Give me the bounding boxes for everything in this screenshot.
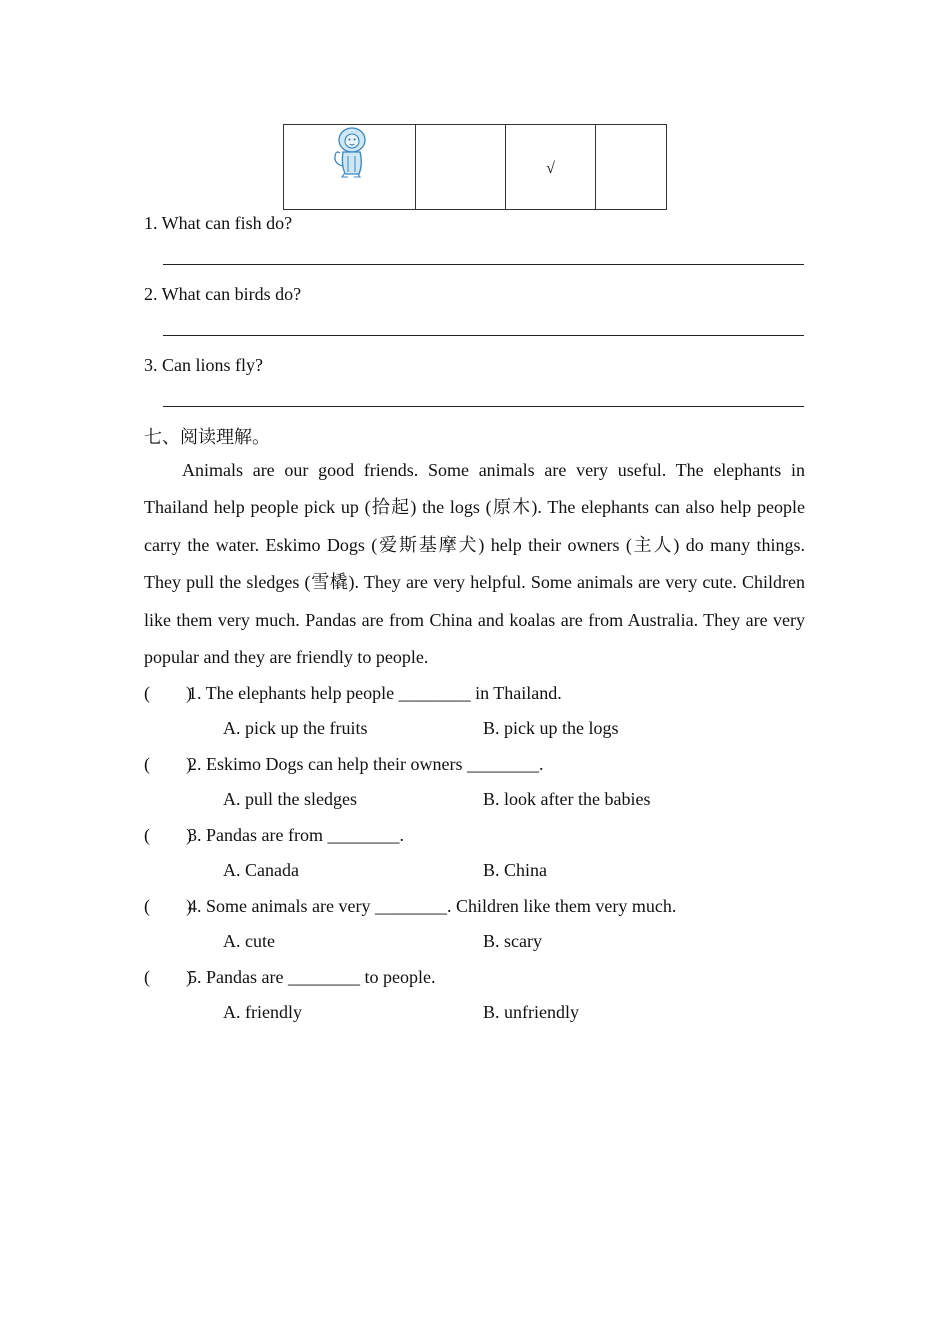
answer-line-2[interactable] bbox=[163, 335, 804, 336]
option-a: A. cute bbox=[223, 931, 275, 951]
answer-bracket[interactable]: ( ) bbox=[144, 896, 192, 916]
option-a: A. pick up the fruits bbox=[223, 718, 368, 738]
question-stem: 3. Pandas are from ________. bbox=[188, 825, 404, 845]
mc-question-4 bbox=[144, 895, 676, 917]
mc-question-2 bbox=[144, 753, 543, 775]
question-stem: 2. Eskimo Dogs can help their owners ________. bbox=[188, 754, 544, 774]
mc-question-3 bbox=[144, 824, 404, 846]
option-a: A. friendly bbox=[223, 1002, 302, 1022]
table-row bbox=[284, 125, 667, 210]
passage-text: Animals are our good friends. Some animals are very useful. The elephants in Thailand help people pick up (拾起) the logs (原木). The elephants can also help people carry the water. Eskimo Dogs (爱斯基摩犬) help their owners (主人) do many things. They pull the sledges (雪橇). They are very helpful. Some animals are very cute. Children like them very much. Pandas are from China and koalas are from Australia. They are very popular and they are friendly to people. bbox=[144, 460, 805, 668]
section-title: 七、阅读理解。 bbox=[144, 427, 270, 447]
option-b: B. unfriendly bbox=[483, 1002, 579, 1022]
question-stem: 5. Pandas are ________ to people. bbox=[188, 967, 436, 987]
mc-question-5 bbox=[144, 966, 435, 988]
answer-bracket[interactable]: ( ) bbox=[144, 967, 192, 987]
check-mark: √ bbox=[546, 159, 555, 177]
answer-bracket[interactable]: ( ) bbox=[144, 683, 192, 703]
table-cell bbox=[416, 125, 506, 210]
option-b: B. China bbox=[483, 860, 548, 880]
answer-line-3[interactable] bbox=[163, 406, 804, 407]
mc-question-1 bbox=[144, 682, 562, 704]
question-3: 3. Can lions fly? bbox=[144, 355, 263, 375]
option-b: B. look after the babies bbox=[483, 789, 651, 809]
lion-icon bbox=[328, 126, 372, 178]
option-a: A. Canada bbox=[223, 860, 299, 880]
question-stem: 4. Some animals are very ________. Children like them very much. bbox=[188, 896, 677, 916]
question-2: 2. What can birds do? bbox=[144, 284, 302, 304]
question-stem: 1. The elephants help people ________ in Thailand. bbox=[188, 683, 562, 703]
question-1: 1. What can fish do? bbox=[144, 213, 293, 233]
animal-ability-table bbox=[283, 124, 667, 210]
answer-bracket[interactable]: ( ) bbox=[144, 754, 192, 774]
option-b: B. scary bbox=[483, 931, 542, 951]
animal-image-cell bbox=[284, 125, 416, 210]
option-a: A. pull the sledges bbox=[223, 789, 357, 809]
option-b: B. pick up the logs bbox=[483, 718, 619, 738]
answer-line-1[interactable] bbox=[163, 264, 804, 265]
table-cell bbox=[596, 125, 667, 210]
check-cell bbox=[506, 125, 596, 210]
reading-passage bbox=[144, 452, 805, 676]
answer-bracket[interactable]: ( ) bbox=[144, 825, 192, 845]
